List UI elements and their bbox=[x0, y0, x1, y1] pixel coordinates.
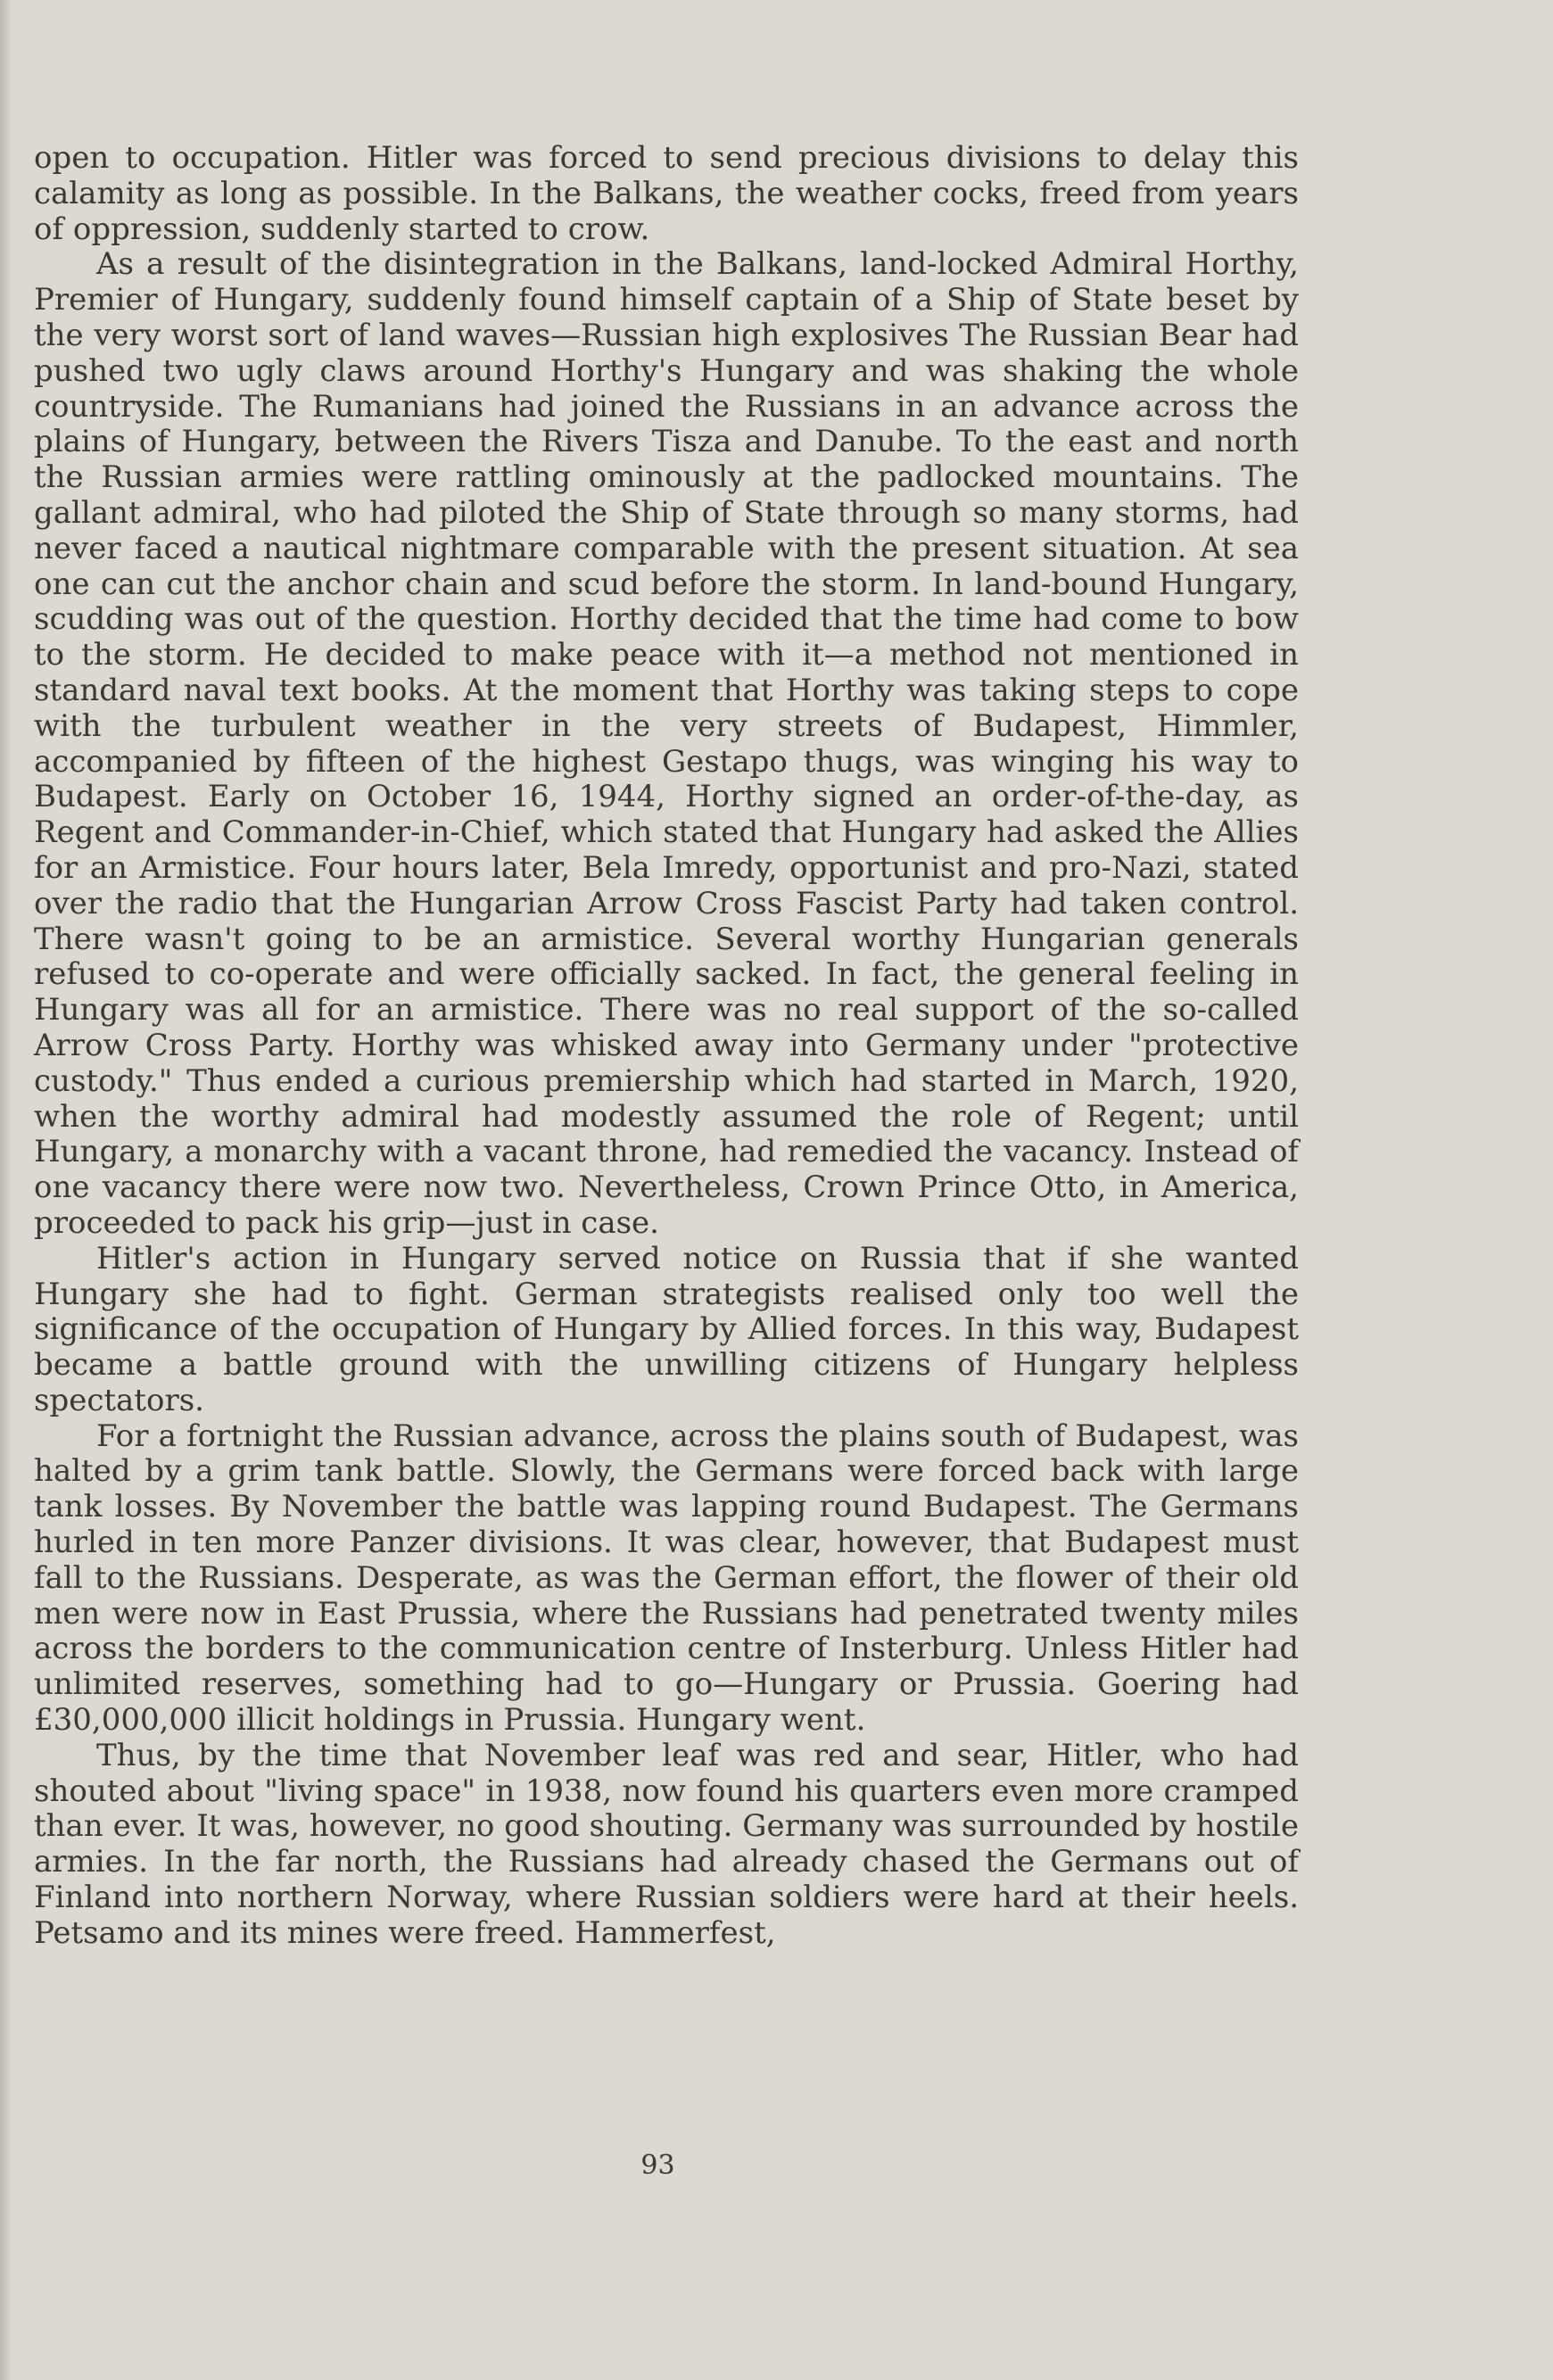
paragraph-continued: open to occupation. Hitler was forced to send precious divisions to delay this calamity as long as possible. In the Balkans, the weather cocks, freed from years of oppression, suddenly started to crow. bbox=[34, 140, 1299, 247]
paragraph-november: Thus, by the time that November leaf was red and sear, Hitler, who had shouted about "living space" in 1938, now found his quarters even more cramped than ever. It was, however, no good shouting. Germany was surrounded by hostile armies. In the far north, the Russians had already chased the Germans out of Finland into northern Norway, where Russian soldiers were hard at their heels. Petsamo and its mines were freed. Hammerfest, bbox=[34, 1737, 1299, 1951]
paragraph-hitler-action: Hitler's action in Hungary served notice on Russia that if she wanted Hungary she had to fight. German strategists realised only too well the significance of the occupation of Hungary by Allied forces. In this way, Budapest became a battle ground with the unwilling citizens of Hungary helpless spectators. bbox=[34, 1240, 1299, 1418]
paragraph-tank-battle: For a fortnight the Russian advance, across the plains south of Budapest, was halted by a grim tank battle. Slowly, the Germans were forced back with large tank losses. By November the battle was lapping round Budapest. The Germans hurled in ten more Panzer divisions. It was clear, however, that Budapest must fall to the Russians. Desperate, as was the German effort, the flower of their old men were now in East Prussia, where the Russians had penetrated twenty miles across the borders to the communication centre of Insterburg. Unless Hitler had unlimited reserves, something had to go—Hungary or Prussia. Goering had £30,000,000 illicit holdings in Prussia. Hungary went. bbox=[34, 1417, 1299, 1739]
paragraph-horthy: As a result of the disintegration in the Balkans, land-locked Admiral Horthy, Premier of Hungary, suddenly found himself captain of a Ship of State beset by the very worst sort of land waves—Russian high explosives The Russian Bear had pushed two ugly claws around Horthy's Hungary and was shaking the whole countryside. The Rumanians had joined the Russians in an advance across the plains of Hungary, between the Rivers Tisza and Danube. To the east and north the Russian armies were rattling ominously at the padlocked mountains. The gallant admiral, who had piloted the Ship of State through so many storms, had never faced a nautical nightmare comparable with the present situation. At sea one can cut the anchor chain and scud before the storm. In land-bound Hungary, scudding was out of the question. Horthy decided that the time had come to bow to the storm. He decided to make peace with it—a method not mentioned in standard naval text books. At the moment that Horthy was taking steps to cope with the turbulent weather in the very streets of Budapest, Himmler, accompanied by fifteen of the highest Gestapo thugs, was winging his way to Budapest. Early on October 16, 1944, Horthy signed an order-of-the-day, as Regent and Commander-in-Chief, which stated that Hungary had asked the Allies for an Armistice. Four hours later, Bela Imredy, opportunist and pro-Nazi, stated over the radio that the Hungarian Arrow Cross Fascist Party had taken control. There wasn't going to be an armistice. Several worthy Hungarian generals refused to co-operate and were officially sacked. In fact, the general feeling in Hungary was all for an armistice. There was no real support of the so-called Arrow Cross Party. Horthy was whisked away into Germany under "protective custody." Thus ended a curious premiership which had started in March, 1920, when the worthy admiral had modestly assumed the role of Regent; until Hungary, a monarchy with a vacant throne, had remedied the vacancy. Instead of one vacancy there were now two. Nevertheless, Crown Prince Otto, in America, proceeded to pack his grip—just in case. bbox=[34, 246, 1299, 1241]
body-text bbox=[34, 141, 1299, 1952]
page-number: 93 bbox=[640, 2150, 675, 2181]
page-edge-shadow bbox=[0, 0, 12, 2380]
